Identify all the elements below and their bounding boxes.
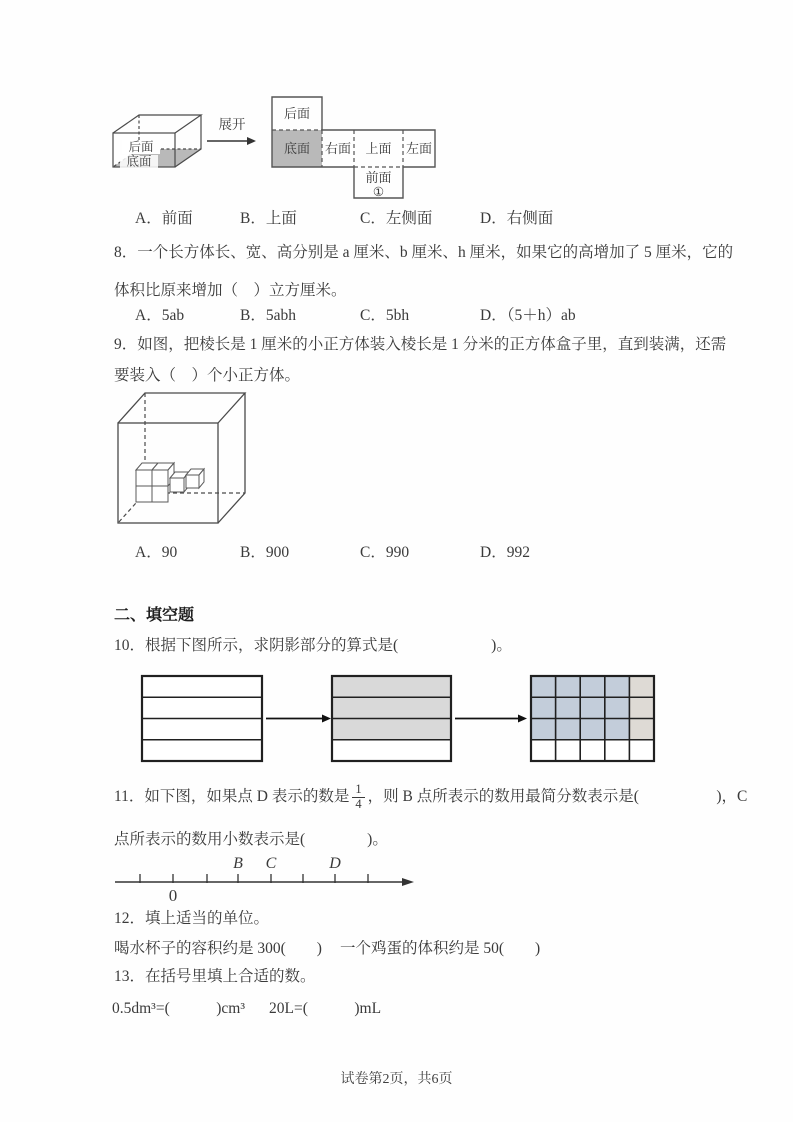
rect2-three-shaded-rows — [332, 676, 451, 761]
net-figure — [272, 97, 435, 199]
arrow-icon — [266, 715, 331, 723]
arrowhead-icon — [402, 878, 414, 886]
q8-option-d: D．（5＋h）ab — [480, 307, 576, 324]
q9-option-d: D．992 — [480, 544, 530, 561]
q11-text-part2: ，则 B 点所表示的数用最简分数表示是( )，C — [367, 787, 748, 805]
page-footer: 试卷第2页，共6页 — [340, 1072, 453, 1087]
numberline-zero-label: 0 — [168, 886, 178, 905]
fraction-one-quarter — [352, 783, 364, 812]
q8-option-b: B．5abh — [240, 307, 296, 324]
q9-options-row — [0, 540, 793, 562]
q11-text-line1 — [114, 783, 747, 812]
numberline-point-b: B — [233, 855, 243, 872]
q12-blank-cup: 喝水杯子的容积约是 300( ) — [114, 940, 322, 957]
q10-fraction-figure — [130, 672, 670, 768]
net-right-label: 右面 — [324, 141, 352, 156]
q12-text-line1: 12．填上适当的单位。 — [114, 910, 270, 927]
q9-option-b: B．900 — [240, 544, 290, 561]
small-cubes-stack — [136, 463, 204, 502]
cuboid-back-label: 后面 — [128, 140, 154, 154]
q8-option-c: C．5bh — [360, 307, 410, 324]
q11-text-part1: 11．如下图，如果点 D 表示的数是 — [114, 787, 350, 805]
net-top-label: 上面 — [365, 141, 392, 156]
q9-cube-figure — [112, 386, 262, 536]
q13-text-line2 — [112, 996, 381, 1018]
numberline-point-c: C — [265, 855, 277, 872]
q10-text: 10．根据下图所示，求阴影部分的算式是( )。 — [114, 637, 512, 654]
q7-option-d: D．右侧面 — [480, 210, 554, 227]
q7-options-row — [0, 206, 793, 228]
q9-option-c: C．990 — [360, 544, 410, 561]
fraction-numerator: 1 — [352, 783, 364, 798]
q7-unfold-figure — [95, 95, 555, 207]
unfold-arrow-icon — [207, 137, 256, 145]
q12-blank-egg: 一个鸡蛋的体积约是 50( ) — [339, 940, 541, 957]
q9-text-line2: 要装入（ ）个小正方体。 — [114, 367, 301, 384]
q8-option-a: A．5ab — [135, 307, 185, 324]
q7-option-c: C．左侧面 — [360, 210, 433, 227]
q9-option-a: A．90 — [135, 544, 178, 561]
fraction-denominator: 4 — [355, 796, 362, 811]
rect3-grid-shaded — [531, 676, 654, 761]
net-left-label: 左面 — [405, 141, 433, 156]
q8-options-row — [0, 303, 793, 325]
net-front-circle-mark: ① — [372, 185, 385, 199]
numberline-point-d: D — [329, 855, 341, 872]
net-bottom-label: 底面 — [283, 141, 311, 156]
q7-option-a: A．前面 — [135, 210, 193, 227]
net-back-label: 后面 — [283, 106, 311, 121]
unfold-label: 展开 — [218, 117, 246, 132]
arrow-icon — [455, 715, 527, 723]
q7-option-b: B．上面 — [240, 210, 297, 227]
q8-text-line1: 8．一个长方体长、宽、高分别是 a 厘米、b 厘米、h 厘米，如果它的高增加了 5 厘米，它的 — [114, 244, 734, 261]
q11-number-line — [112, 850, 422, 906]
q11-text-line2: 点所表示的数用小数表示是( )。 — [114, 831, 388, 848]
rect1-four-rows — [142, 676, 262, 761]
section-header-fill-in: 二、填空题 — [114, 607, 195, 624]
q13-blank-dm3: 0.5dm³=( )cm³ — [112, 1000, 245, 1017]
q12-text-line2 — [114, 936, 540, 958]
q13-blank-liter: 20L=( )mL — [268, 1000, 382, 1017]
q9-text-line1: 9．如图，把棱长是 1 厘米的小正方体装入棱长是 1 分米的正方体盒子里，直到装满，还需 — [114, 336, 727, 353]
q13-text-line1: 13．在括号里填上合适的数。 — [114, 968, 316, 985]
q8-text-line2: 体积比原来增加（ ）立方厘米。 — [114, 282, 347, 299]
net-front-label: 前面 — [365, 170, 392, 185]
cuboid-bottom-label: 底面 — [126, 154, 152, 169]
